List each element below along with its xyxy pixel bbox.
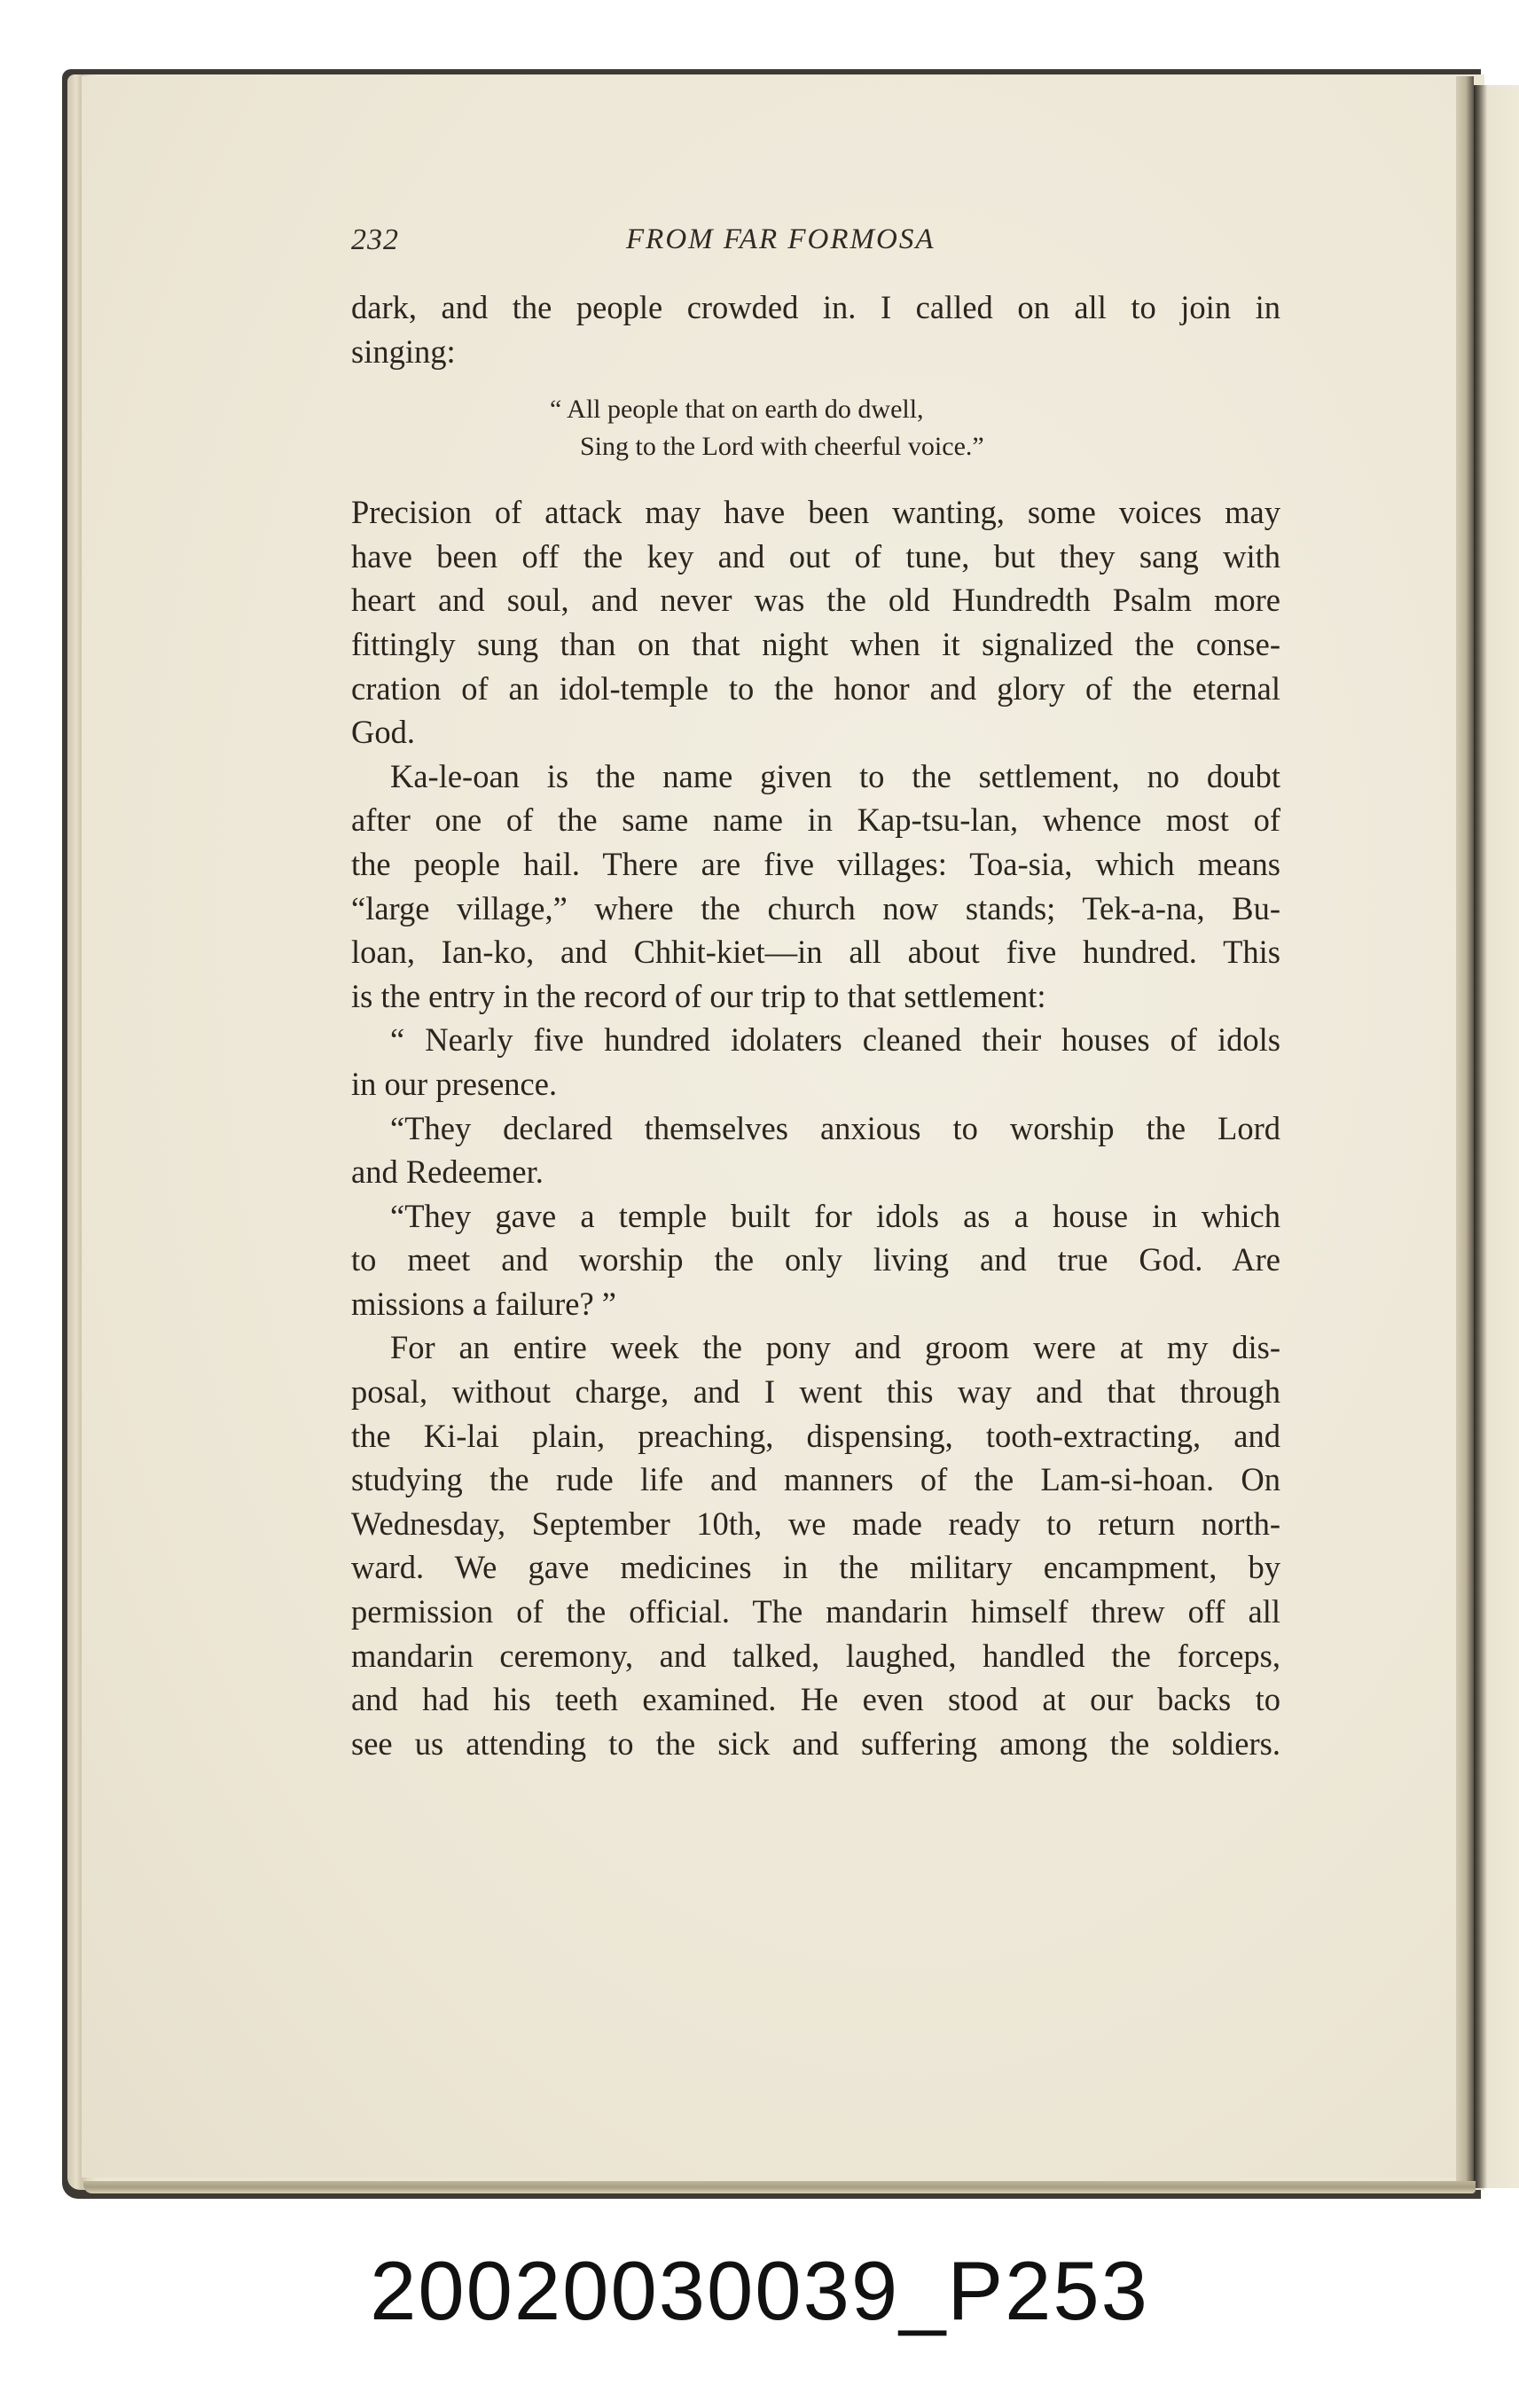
page-body-text xyxy=(351,285,1280,1765)
verse-line: Sing to the Lord with cheerful voice.” xyxy=(580,432,984,462)
text-line: see us attending to the sick and suffering among the soldiers. xyxy=(351,1724,1280,1762)
text-line: permission of the official. The mandarin himself threw off all xyxy=(351,1593,1280,1630)
text-line: God. xyxy=(351,714,415,751)
text-line: “They declared themselves anxious to worship the Lord xyxy=(390,1109,1280,1146)
verse-line: “ All people that on earth do dwell, xyxy=(550,395,924,425)
running-title: FROM FAR FORMOSA xyxy=(626,223,936,255)
text-line: “large village,” where the church now stands; Tek-a-na, Bu- xyxy=(351,889,1280,926)
intro-paragraph xyxy=(351,285,1280,373)
text-line: “They gave a temple built for idols as a house in which xyxy=(390,1197,1280,1234)
text-line: the people hail. There are five villages: Toa-sia, which means xyxy=(351,845,1280,882)
paragraph-precision xyxy=(351,490,1280,754)
page-number: 232 xyxy=(351,223,399,256)
text-line: “ Nearly five hundred idolaters cleaned their houses of idols xyxy=(390,1021,1280,1059)
paragraph-ka-le-oan xyxy=(351,754,1280,1019)
text-line: Wednesday, September 10th, we made ready to return north- xyxy=(351,1505,1280,1542)
text-line: have been off the key and out of tune, but they sang with xyxy=(351,537,1280,575)
text-line: mandarin ceremony, and talked, laughed, handled the forceps, xyxy=(351,1637,1280,1674)
facing-page-edge xyxy=(1474,85,1519,2188)
running-header xyxy=(351,223,1282,259)
text-line: and had his teeth examined. He even stood at our backs to xyxy=(351,1681,1280,1718)
text-line: the Ki-lai plain, preaching, dispensing, tooth-extracting, and xyxy=(351,1417,1280,1454)
text-line: is the entry in the record of our trip to that settlement: xyxy=(351,977,1046,1014)
text-line: cration of an idol-temple to the honor and glory of the eternal xyxy=(351,669,1280,707)
text-line: posal, without charge, and I went this way and that through xyxy=(351,1373,1280,1411)
text-line: Precision of attack may have been wanting, some voices may xyxy=(351,494,1280,531)
text-line: heart and soul, and never was the old Hundredth Psalm more xyxy=(351,582,1280,619)
page-bottom-edge xyxy=(83,2181,1476,2193)
paragraph-pony-and-groom xyxy=(351,1325,1280,1765)
text-line: fittingly sung than on that night when it signalized the conse- xyxy=(351,625,1280,662)
hymn-quotation xyxy=(550,391,1280,465)
text-line: Ka-le-oan is the name given to the settlement, no doubt xyxy=(390,757,1280,794)
text-line: studying the rude life and manners of the Lam-si-hoan. On xyxy=(351,1461,1280,1498)
text-line: dark, and the people crowded in. I called on all to join in xyxy=(351,289,1280,325)
catalog-id-label: 20020030039_P253 xyxy=(370,2244,1149,2337)
text-line: after one of the same name in Kap-tsu-lan, whence most of xyxy=(351,801,1280,839)
paragraph-temple xyxy=(351,1194,1280,1326)
text-line: loan, Ian-ko, and Chhit-kiet—in all about five hundred. This xyxy=(351,934,1280,971)
paragraph-idolaters xyxy=(351,1018,1280,1106)
text-line: For an entire week the pony and groom were at my dis- xyxy=(390,1329,1280,1366)
text-line: to meet and worship the only living and true God. Are xyxy=(351,1241,1280,1278)
text-line: in our presence. xyxy=(351,1065,558,1102)
text-line: and Redeemer. xyxy=(351,1153,544,1191)
paragraph-declared xyxy=(351,1106,1280,1194)
text-line: ward. We gave medicines in the military encampment, by xyxy=(351,1549,1280,1586)
text-line: singing: xyxy=(351,332,456,370)
text-line: missions a failure? ” xyxy=(351,1285,617,1322)
book-gutter xyxy=(1456,76,1474,2185)
